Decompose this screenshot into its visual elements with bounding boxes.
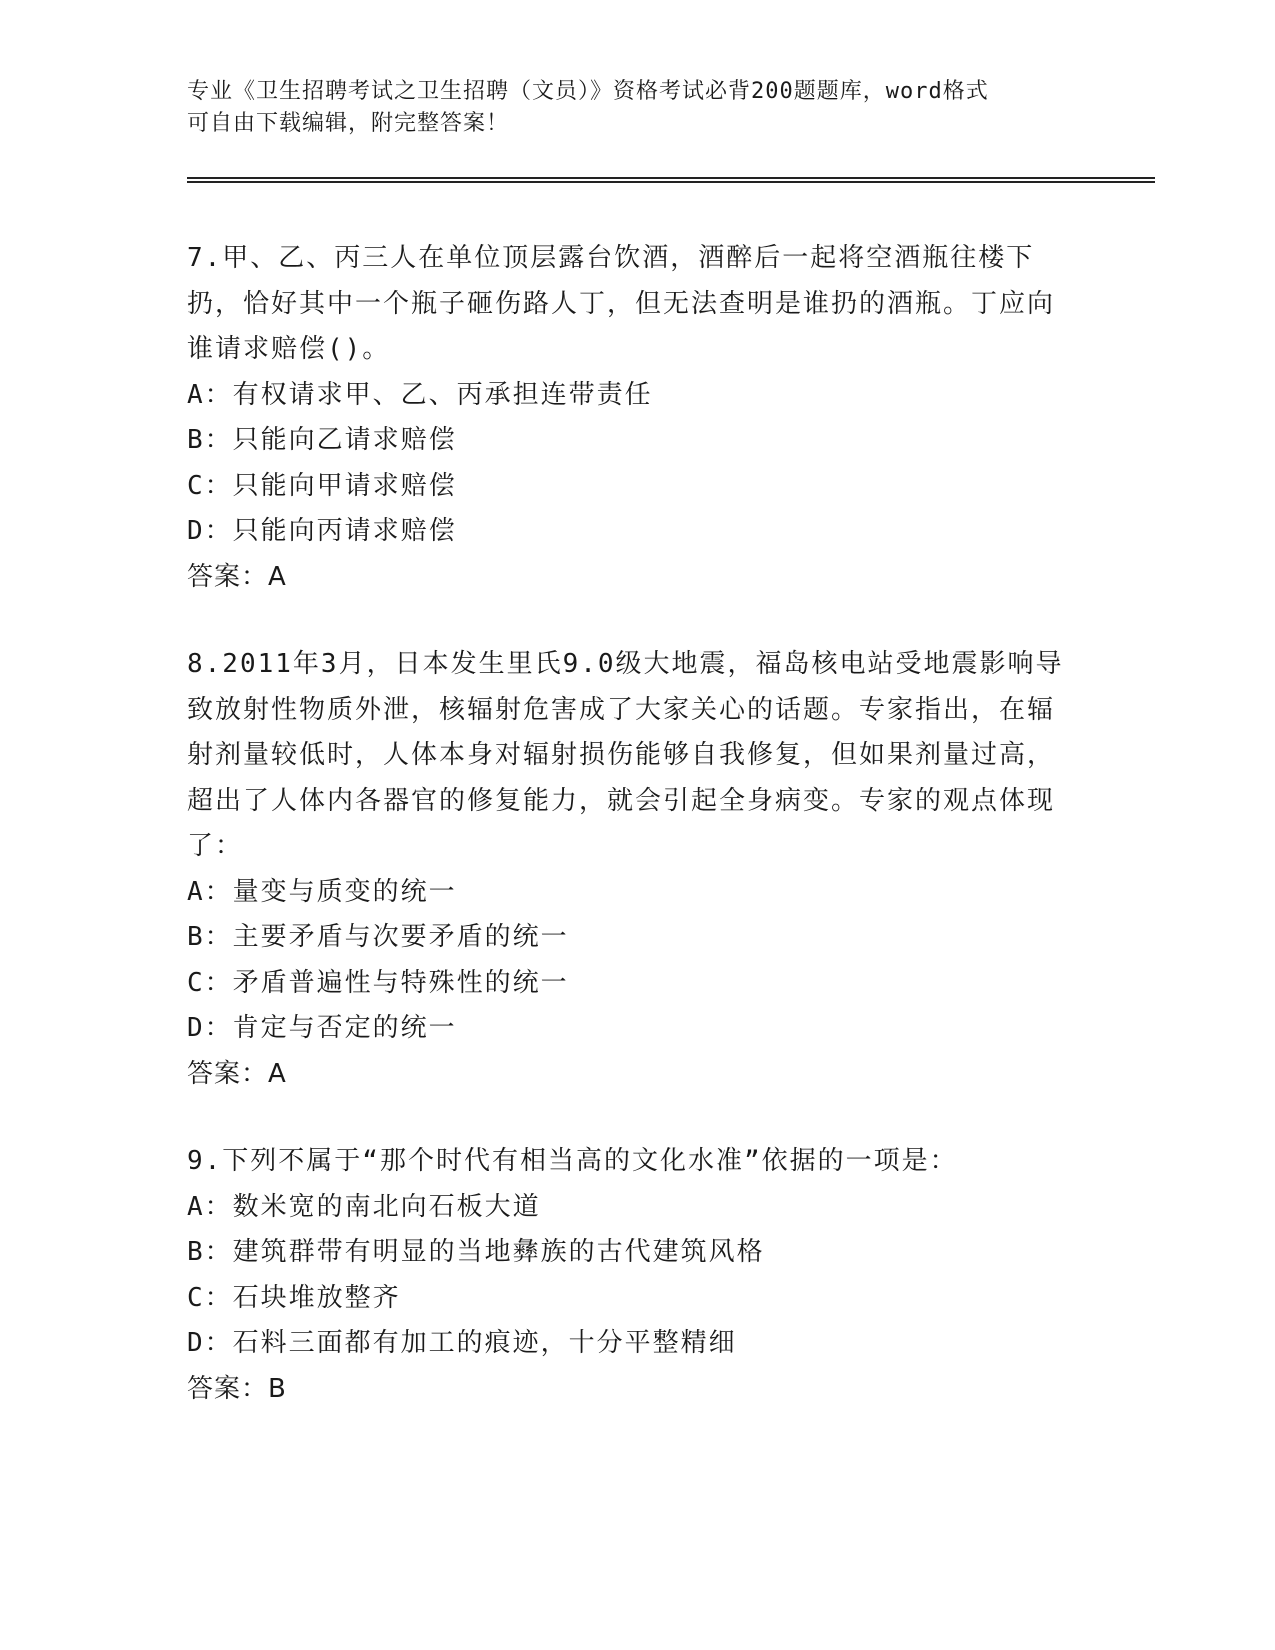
header-line-2: 可自由下载编辑，附完整答案！ — [187, 111, 510, 136]
header-divider — [187, 177, 1155, 183]
option-d: D：肯定与否定的统一 — [187, 1013, 457, 1043]
question-stem: 8.2011年3月，日本发生里氏9.0级大地震，福岛核电站受地震影响导致放射性物质外泄，核辐射危害成了大家关心的话题。专家指出，在辐射剂量较低时，人体本身对辐射损伤能够自我修复，但如果剂量过高，超出了人体内各器官的修复能力，就会引起全身病变。专家的观点体现了： — [187, 649, 1064, 861]
question-9 — [187, 1139, 1067, 1412]
answer: 答案：B — [187, 1373, 287, 1404]
option-a: A：有权请求甲、乙、丙承担连带责任 — [187, 379, 653, 410]
question-8 — [187, 642, 1067, 1097]
header-line-1: 专业《卫生招聘考试之卫生招聘（文员）》资格考试必背200题题库，word格式 — [187, 79, 989, 104]
option-b: B：建筑群带有明显的当地彝族的古代建筑风格 — [187, 1237, 765, 1267]
question-stem: 9.下列不属于“那个时代有相当高的文化水准”依据的一项是： — [187, 1146, 958, 1176]
option-d: D：石料三面都有加工的痕迹，十分平整精细 — [187, 1328, 737, 1358]
option-a: A：量变与质变的统一 — [187, 876, 457, 907]
option-c: C：石块堆放整齐 — [187, 1282, 401, 1313]
question-7 — [187, 236, 1067, 600]
option-c: C：矛盾普遍性与特殊性的统一 — [187, 967, 569, 998]
option-b: B：主要矛盾与次要矛盾的统一 — [187, 922, 569, 952]
option-b: B：只能向乙请求赔偿 — [187, 425, 457, 455]
option-a: A：数米宽的南北向石板大道 — [187, 1191, 541, 1222]
option-c: C：只能向甲请求赔偿 — [187, 470, 457, 501]
document-header — [187, 76, 1067, 140]
question-list — [187, 236, 1067, 1454]
answer: 答案：A — [187, 561, 287, 592]
answer: 答案：A — [187, 1058, 287, 1089]
question-stem: 7.甲、乙、丙三人在单位顶层露台饮酒，酒醉后一起将空酒瓶往楼下扔，恰好其中一个瓶子砸伤路人丁，但无法查明是谁扔的酒瓶。丁应向谁请求赔偿()。 — [187, 243, 1056, 364]
option-d: D：只能向丙请求赔偿 — [187, 516, 457, 546]
